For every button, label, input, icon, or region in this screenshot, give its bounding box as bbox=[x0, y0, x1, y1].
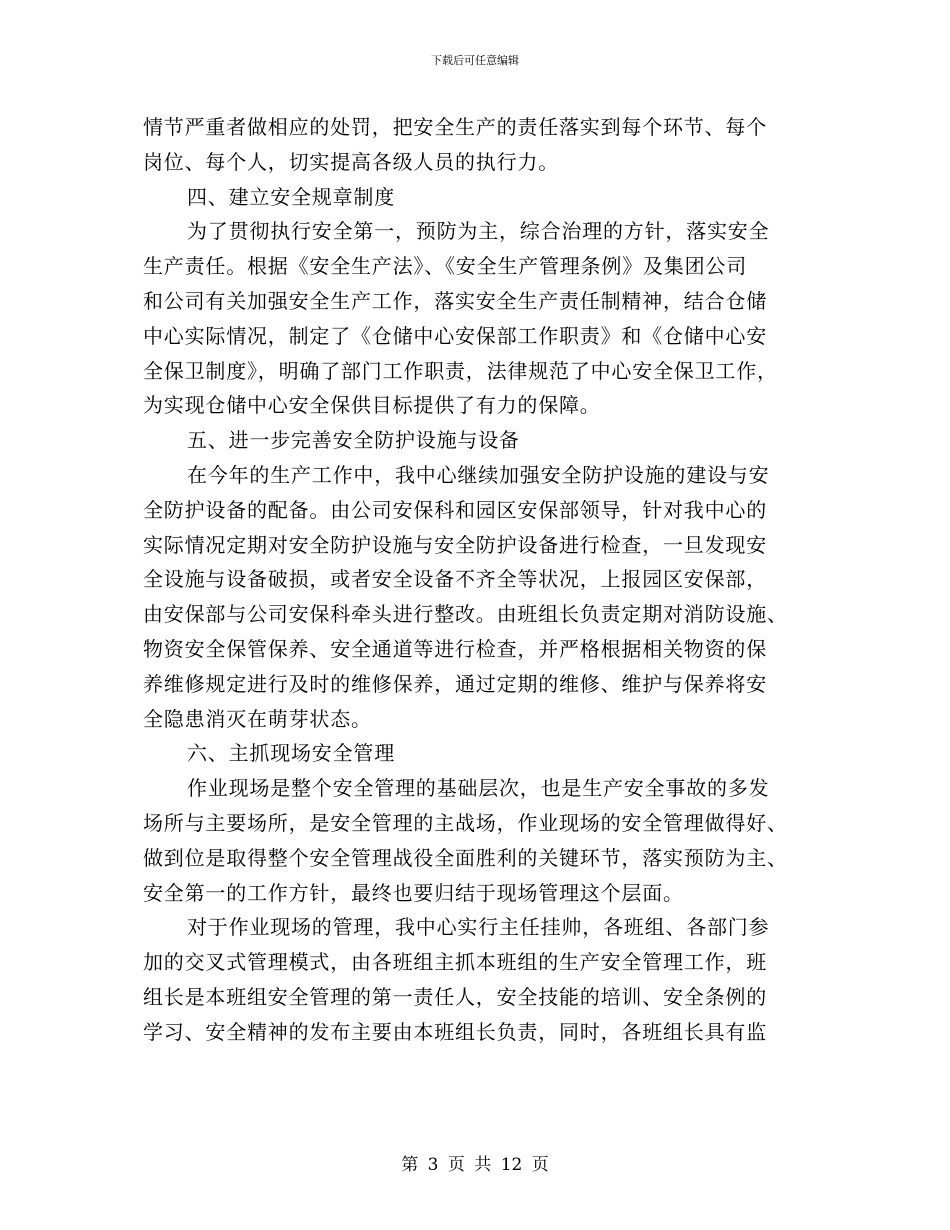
body-line: 全保卫制度》，明确了部门工作职责，法律规范了中心安全保卫工作， bbox=[143, 358, 778, 383]
body-line: 全隐患消灭在萌芽状态。 bbox=[143, 706, 372, 731]
body-line: 中心实际情况，制定了《仓储中心安保部工作职责》和《仓储中心安 bbox=[143, 323, 767, 348]
body-line: 五、进一步完善安全防护设施与设备 bbox=[187, 428, 520, 453]
body-line: 加的交叉式管理模式，由各班组主抓本班组的生产安全管理工作，班 bbox=[143, 950, 767, 975]
body-line: 生产责任。根据《安全生产法》、《安全生产管理条例》及集团公司 bbox=[143, 254, 747, 279]
body-line: 物资安全保管保养、安全通道等进行检查，并严格根据相关物资的保 bbox=[143, 636, 767, 661]
body-line: 在今年的生产工作中，我中心继续加强安全防护设施的建设与安 bbox=[187, 462, 770, 487]
body-line: 养维修规定进行及时的维修保养，通过定期的维修、维护与保养将安 bbox=[143, 671, 767, 696]
body-line: 为了贯彻执行安全第一，预防为主，综合治理的方针，落实安全 bbox=[187, 219, 770, 244]
body-line: 做到位是取得整个安全管理战役全面胜利的关键环节，落实预防为主、 bbox=[143, 845, 788, 870]
body-line: 由安保部与公司安保科牵头进行整改。由班组长负责定期对消防设施、 bbox=[143, 602, 788, 627]
body-line: 组长是本班组安全管理的第一责任人，安全技能的培训、安全条例的 bbox=[143, 984, 767, 1009]
body-line: 全设施与设备破损，或者安全设备不齐全等状况，上报园区安保部， bbox=[143, 567, 767, 592]
body-line: 为实现仓储中心安全保供目标提供了有力的保障。 bbox=[143, 393, 601, 418]
body-line: 对于作业现场的管理，我中心实行主任挂帅，各班组、各部门参 bbox=[187, 915, 770, 940]
body-line: 实际情况定期对安全防护设施与安全防护设备进行检查，一旦发现安 bbox=[143, 532, 767, 557]
page-header bbox=[0, 53, 950, 69]
body-line: 六、主抓现场安全管理 bbox=[187, 741, 395, 766]
body-line: 安全第一的工作方针，最终也要归结于现场管理这个层面。 bbox=[143, 880, 684, 905]
page-footer bbox=[0, 1153, 950, 1177]
body-line: 情节严重者做相应的处罚，把安全生产的责任落实到每个环节、每个 bbox=[143, 115, 767, 139]
body-line: 学习、安全精神的发布主要由本班组长负责，同时，各班组长具有监 bbox=[143, 1019, 767, 1044]
header-note: 下载后可任意编辑 bbox=[431, 54, 519, 67]
body-line: 作业现场是整个安全管理的基础层次，也是生产安全事故的多发 bbox=[187, 776, 770, 801]
body-line: 全防护设备的配备。由公司安保科和园区安保部领导，针对我中心的 bbox=[143, 497, 767, 522]
page-number: 第 3 页 共 12 页 bbox=[401, 1155, 549, 1175]
document-body bbox=[143, 110, 813, 1050]
body-line: 和公司有关加强安全生产工作，落实安全生产责任制精神，结合仓储 bbox=[143, 288, 767, 313]
body-line: 四、建立安全规章制度 bbox=[187, 184, 395, 209]
body-line: 场所与主要场所，是安全管理的主战场，作业现场的安全管理做得好、 bbox=[143, 810, 788, 835]
body-line: 岗位、每个人，切实提高各级人员的执行力。 bbox=[143, 149, 559, 174]
